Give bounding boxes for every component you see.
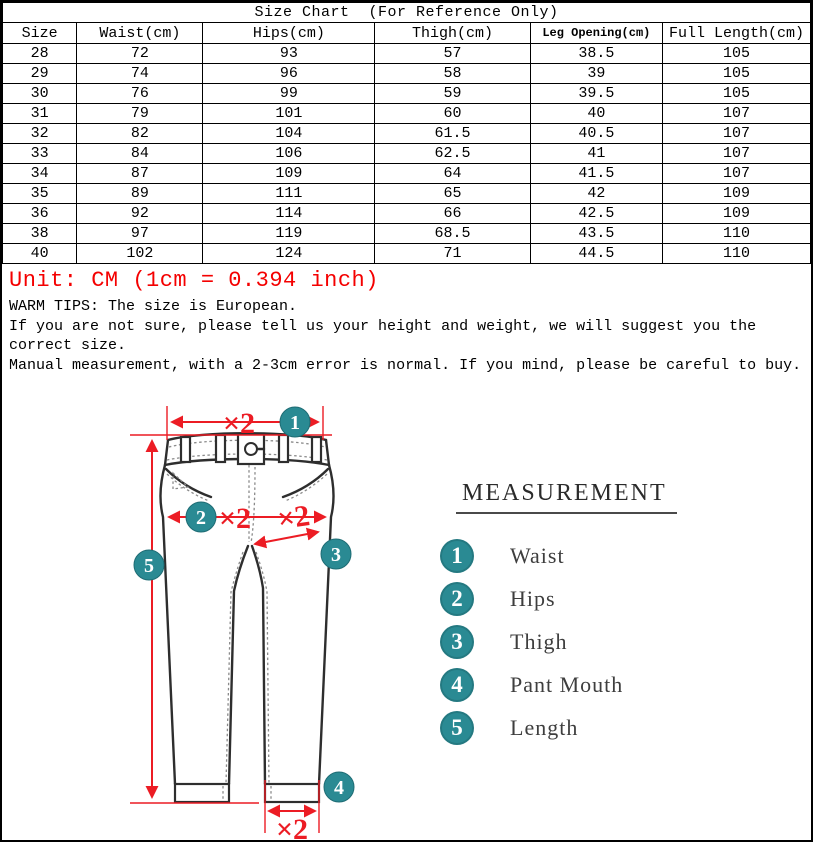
size-cell: 42.5 <box>530 204 663 224</box>
size-row <box>3 224 811 244</box>
size-cell: 44.5 <box>530 244 663 264</box>
svg-text:5: 5 <box>144 555 154 577</box>
legend-number-badge: 2 <box>440 582 474 616</box>
hips-times-label: ×2 <box>218 502 252 535</box>
right-cuff <box>265 784 319 802</box>
size-cell: 64 <box>375 164 530 184</box>
belt-loop <box>312 437 321 462</box>
size-cell: 107 <box>663 144 811 164</box>
size-cell: 87 <box>77 164 203 184</box>
legend-item <box>432 663 782 706</box>
diagram-badge-1 <box>280 407 310 437</box>
size-cell: 40.5 <box>530 124 663 144</box>
size-cell: 76 <box>77 84 203 104</box>
size-cell: 92 <box>77 204 203 224</box>
legend-label: Pant Mouth <box>510 671 624 697</box>
legend-item <box>432 577 782 620</box>
size-row <box>3 124 811 144</box>
size-cell: 111 <box>203 184 375 204</box>
size-cell: 41.5 <box>530 164 663 184</box>
size-cell: 97 <box>77 224 203 244</box>
size-cell: 107 <box>663 104 811 124</box>
tip-line: If you are not sure, please tell us your height and weight, we will suggest you the correct size. <box>9 317 757 354</box>
size-cell: 38.5 <box>530 44 663 64</box>
size-cell: 28 <box>3 44 77 64</box>
legend-number-badge: 1 <box>440 539 474 573</box>
size-cell: 65 <box>375 184 530 204</box>
left-inseam <box>229 546 248 784</box>
size-row <box>3 244 811 264</box>
size-chart-table <box>2 2 811 264</box>
pants-drawing <box>161 433 334 802</box>
size-cell: 36 <box>3 204 77 224</box>
size-cell: 71 <box>375 244 530 264</box>
size-cell: 42 <box>530 184 663 204</box>
size-cell: 38 <box>3 224 77 244</box>
legend-item <box>432 534 782 577</box>
table-title: Size Chart (For Reference Only) <box>3 3 811 23</box>
legend-title: MEASUREMENT <box>456 480 677 514</box>
pants-measurement-diagram <box>2 380 472 842</box>
waist-times-label: ×2 <box>222 407 256 440</box>
diagram-badge-5 <box>134 550 164 580</box>
size-cell: 99 <box>203 84 375 104</box>
column-header: Waist(cm) <box>77 23 203 44</box>
size-cell: 84 <box>77 144 203 164</box>
size-row <box>3 164 811 184</box>
size-cell: 106 <box>203 144 375 164</box>
size-cell: 66 <box>375 204 530 224</box>
diagram-badge-2 <box>186 502 216 532</box>
left-outer-seam <box>161 465 175 784</box>
size-row <box>3 44 811 64</box>
size-cell: 61.5 <box>375 124 530 144</box>
size-cell: 109 <box>663 184 811 204</box>
size-cell: 39.5 <box>530 84 663 104</box>
legend-label: Length <box>510 714 579 740</box>
size-cell: 72 <box>77 44 203 64</box>
column-header: Size <box>3 23 77 44</box>
column-header: Hips(cm) <box>203 23 375 44</box>
size-cell: 40 <box>3 244 77 264</box>
fly-stitch <box>251 467 255 543</box>
size-cell: 93 <box>203 44 375 64</box>
legend-item <box>432 706 782 749</box>
size-cell: 101 <box>203 104 375 124</box>
size-cell: 33 <box>3 144 77 164</box>
right-pocket <box>283 469 328 497</box>
legend-label: Hips <box>510 585 556 611</box>
size-row <box>3 184 811 204</box>
right-inseam <box>252 546 265 784</box>
size-cell: 35 <box>3 184 77 204</box>
size-cell: 105 <box>663 44 811 64</box>
notes-section <box>2 264 811 375</box>
measurement-legend <box>432 480 782 749</box>
legend-number-badge: 5 <box>440 711 474 745</box>
size-table-body <box>3 44 811 264</box>
legend-number-badge: 3 <box>440 625 474 659</box>
size-cell: 105 <box>663 64 811 84</box>
size-cell: 29 <box>3 64 77 84</box>
size-cell: 68.5 <box>375 224 530 244</box>
right-outer-seam <box>319 465 333 784</box>
waistband-right-edge <box>326 440 329 465</box>
size-cell: 40 <box>530 104 663 124</box>
size-cell: 124 <box>203 244 375 264</box>
thigh-times-label: ×2 <box>275 499 312 537</box>
size-row <box>3 64 811 84</box>
size-cell: 119 <box>203 224 375 244</box>
size-cell: 74 <box>77 64 203 84</box>
size-row <box>3 144 811 164</box>
size-cell: 32 <box>3 124 77 144</box>
size-cell: 104 <box>203 124 375 144</box>
belt-loop <box>279 435 288 462</box>
size-cell: 114 <box>203 204 375 224</box>
size-cell: 109 <box>203 164 375 184</box>
unit-note: Unit: CM (1cm = 0.394 inch) <box>9 268 379 293</box>
diagram-badge-3 <box>321 539 351 569</box>
column-header: Leg Opening(cm) <box>530 23 663 44</box>
table-title-row <box>3 3 811 23</box>
size-cell: 30 <box>3 84 77 104</box>
size-row <box>3 84 811 104</box>
size-cell: 41 <box>530 144 663 164</box>
size-cell: 110 <box>663 224 811 244</box>
size-cell: 102 <box>77 244 203 264</box>
mouth-times-label: ×2 <box>275 813 309 842</box>
left-cuff <box>175 784 229 802</box>
tip-line: WARM TIPS: The size is European. <box>9 298 298 315</box>
diagram-badge-4 <box>324 772 354 802</box>
legend-number-badge: 4 <box>440 668 474 702</box>
size-cell: 57 <box>375 44 530 64</box>
size-row <box>3 204 811 224</box>
size-cell: 39 <box>530 64 663 84</box>
size-cell: 107 <box>663 164 811 184</box>
size-cell: 109 <box>663 204 811 224</box>
size-cell: 58 <box>375 64 530 84</box>
waist-button-icon <box>245 443 257 455</box>
legend-label: Waist <box>510 542 565 568</box>
size-cell: 79 <box>77 104 203 124</box>
size-cell: 107 <box>663 124 811 144</box>
tip-line: Manual measurement, with a 2-3cm error is normal. If you mind, please be careful to buy. <box>9 356 802 374</box>
size-cell: 105 <box>663 84 811 104</box>
size-cell: 96 <box>203 64 375 84</box>
belt-loop <box>181 437 190 462</box>
size-cell: 59 <box>375 84 530 104</box>
svg-text:4: 4 <box>334 777 344 799</box>
size-cell: 34 <box>3 164 77 184</box>
tips <box>9 297 803 375</box>
waistband-left-edge <box>165 440 168 465</box>
column-header: Thigh(cm) <box>375 23 530 44</box>
size-cell: 82 <box>77 124 203 144</box>
size-cell: 60 <box>375 104 530 124</box>
size-cell: 31 <box>3 104 77 124</box>
size-cell: 62.5 <box>375 144 530 164</box>
svg-text:2: 2 <box>196 507 206 529</box>
column-header: Full Length(cm) <box>663 23 811 44</box>
svg-text:3: 3 <box>331 544 341 566</box>
legend-label: Thigh <box>510 628 568 654</box>
legend-items <box>432 534 782 749</box>
legend-item <box>432 620 782 663</box>
size-row <box>3 104 811 124</box>
size-cell: 43.5 <box>530 224 663 244</box>
size-cell: 110 <box>663 244 811 264</box>
table-header-row <box>3 23 811 44</box>
size-cell: 89 <box>77 184 203 204</box>
svg-text:1: 1 <box>290 412 300 434</box>
